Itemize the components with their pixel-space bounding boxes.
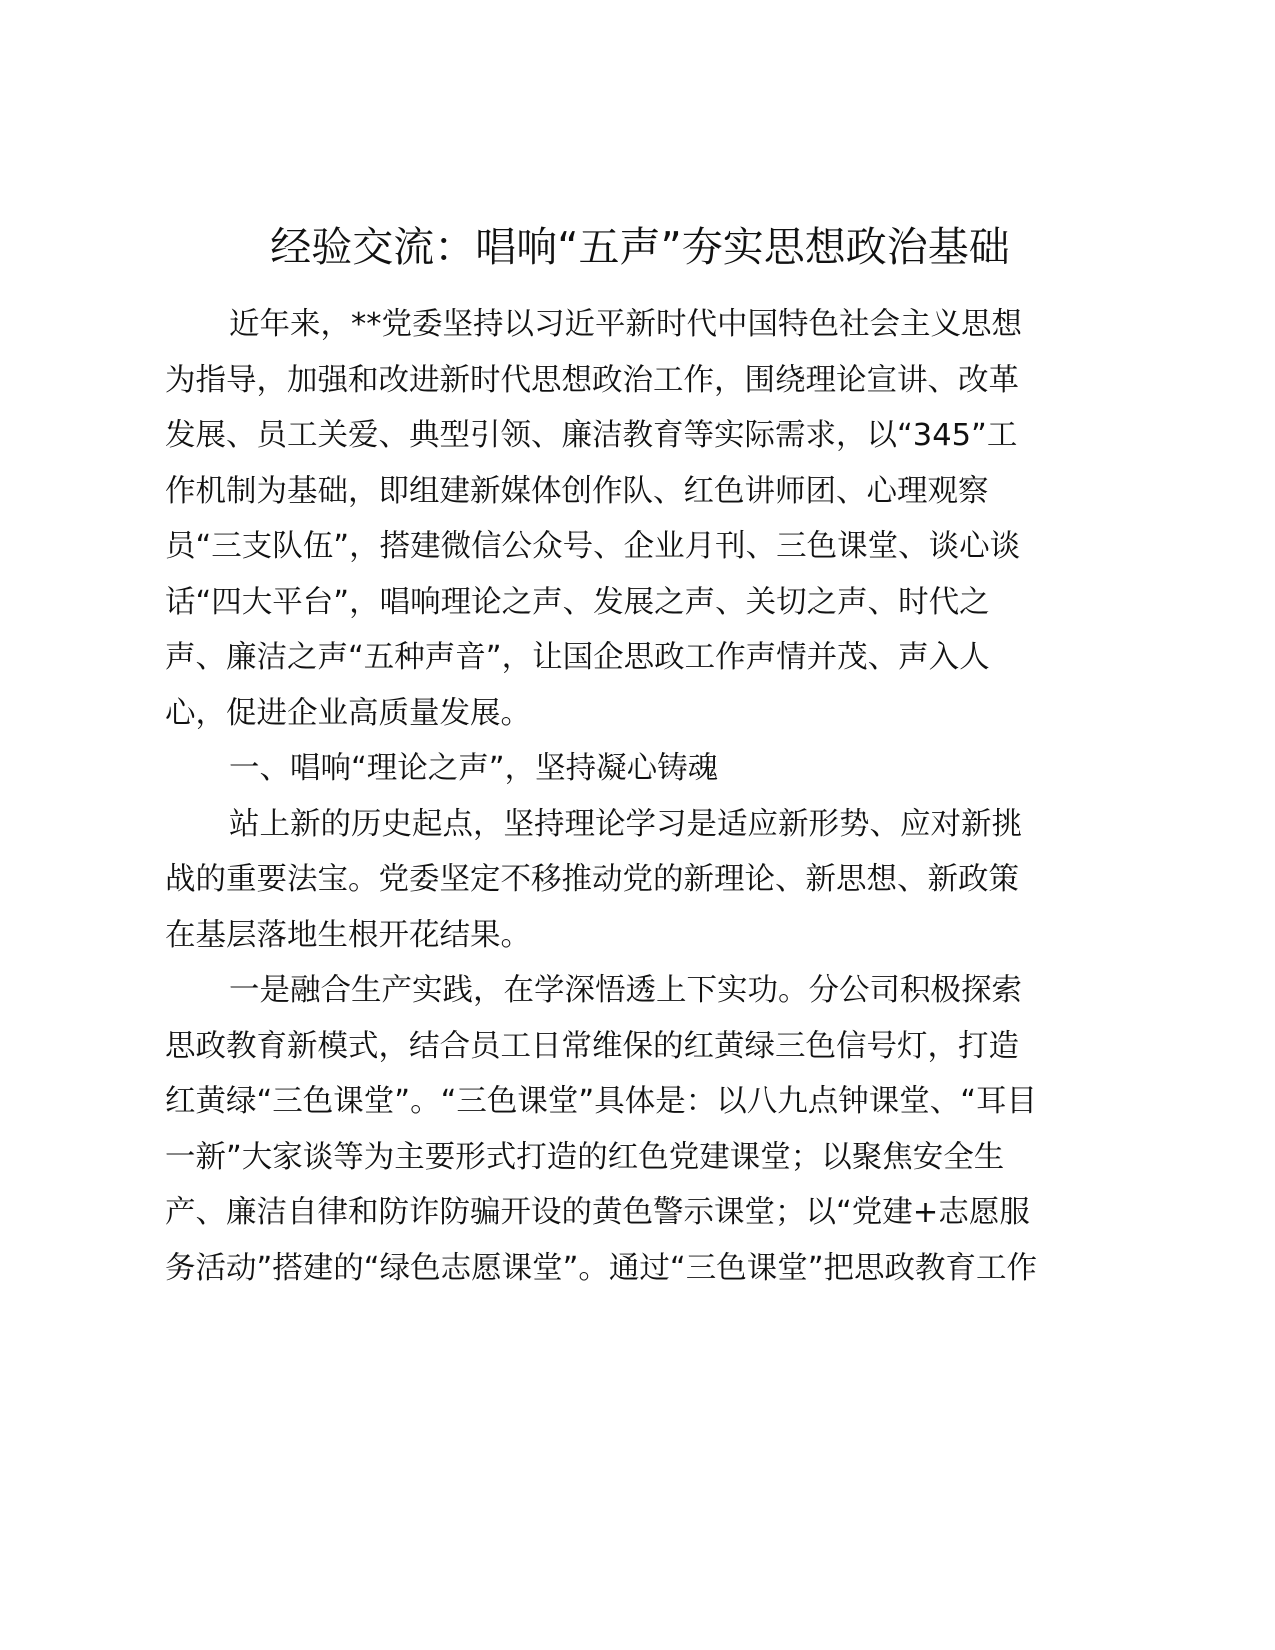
section-heading: 一、唱响“理论之声”，坚持凝心铸魂 <box>229 751 719 786</box>
document-title: 经验交流：唱响“五声”夯实思想政治基础 <box>270 223 1010 271</box>
paragraph-line: 声、廉洁之声“五种声音”，让国企思政工作声情并茂、声入人 <box>165 640 990 675</box>
paragraph-line: 心，促进企业高质量发展。 <box>165 696 531 731</box>
paragraph-line: 产、廉洁自律和防诈防骗开设的黄色警示课堂；以“党建+志愿服 <box>165 1195 1030 1230</box>
paragraph-line: 发展、员工关爱、典型引领、廉洁教育等实际需求，以“345”工 <box>165 418 1018 453</box>
paragraph-line: 话“四大平台”，唱响理论之声、发展之声、关切之声、时代之 <box>165 585 990 620</box>
paragraph-line: 站上新的历史起点，坚持理论学习是适应新形势、应对新挑 <box>229 807 1022 842</box>
paragraph-line: 员“三支队伍”，搭建微信公众号、企业月刊、三色课堂、谈心谈 <box>165 529 1021 564</box>
paragraph-line: 思政教育新模式，结合员工日常维保的红黄绿三色信号灯，打造 <box>165 1029 1019 1064</box>
paragraph-line: 务活动”搭建的“绿色志愿课堂”。通过“三色课堂”把思政教育工作 <box>165 1251 1038 1286</box>
paragraph-line: 为指导，加强和改进新时代思想政治工作，围绕理论宣讲、改革 <box>165 363 1019 398</box>
paragraph-line: 近年来，**党委坚持以习近平新时代中国特色社会主义思想 <box>229 307 1022 342</box>
paragraph-line: 红黄绿“三色课堂”。“三色课堂”具体是：以八九点钟课堂、“耳目 <box>165 1084 1038 1119</box>
paragraph-line: 一新”大家谈等为主要形式打造的红色党建课堂；以聚焦安全生 <box>165 1140 1005 1175</box>
paragraph-line: 战的重要法宝。党委坚定不移推动党的新理论、新思想、新政策 <box>165 862 1019 897</box>
paragraph-line: 作机制为基础，即组建新媒体创作队、红色讲师团、心理观察 <box>165 474 989 509</box>
paragraph-line: 一是融合生产实践，在学深悟透上下实功。分公司积极探索 <box>229 973 1022 1008</box>
paragraph-line: 在基层落地生根开花结果。 <box>165 918 531 953</box>
